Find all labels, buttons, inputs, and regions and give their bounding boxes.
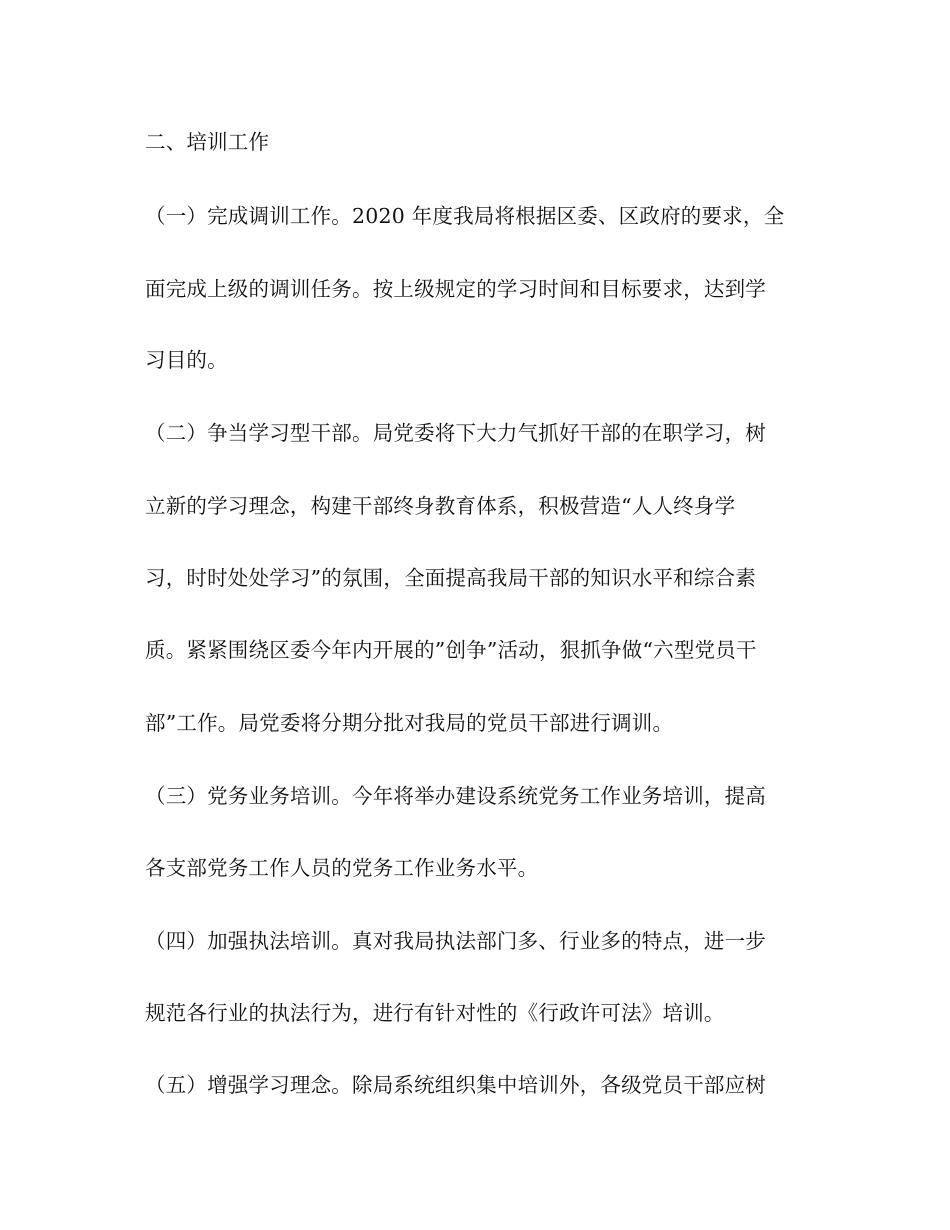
paragraph-line: 习目的。 [145,348,228,372]
paragraph-line: （二）争当学习型干部。局党委将下大力气抓好干部的在职学习，树 [145,421,766,445]
paragraph-line: 习，时时处处学习”的氛围，全面提高我局干部的知识水平和综合素 [145,566,756,590]
paragraph-line: 立新的学习理念，构建干部终身教育体系，积极营造“人人终身学 [145,494,736,518]
paragraph-line: （五）增强学习理念。除局系统组织集中培训外，各级党员干部应树 [145,1073,766,1097]
paragraph-line: （三）党务业务培训。今年将举办建设系统党务工作业务培训，提高 [145,784,766,808]
paragraph-line: 规范各行业的执法行为，进行有针对性的《行政许可法》培训。 [145,1001,725,1025]
paragraph-line: 各支部党务工作人员的党务工作业务水平。 [145,856,539,880]
paragraph-line: 部”工作。局党委将分期分批对我局的党员干部进行调训。 [145,711,674,735]
paragraph-line: 质。紧紧围绕区委今年内开展的”创争”活动，狠抓争做“六型党员干 [145,638,757,662]
paragraph-line: （四）加强执法培训。真对我局执法部门多、行业多的特点，进一步 [145,929,766,953]
section-heading: 二、培训工作 [145,130,270,154]
paragraph-line: （一）完成调训工作。2020 年度我局将根据区委、区政府的要求，全 [145,204,785,228]
paragraph-line: 面完成上级的调训任务。按上级规定的学习时间和目标要求，达到学 [145,277,766,301]
